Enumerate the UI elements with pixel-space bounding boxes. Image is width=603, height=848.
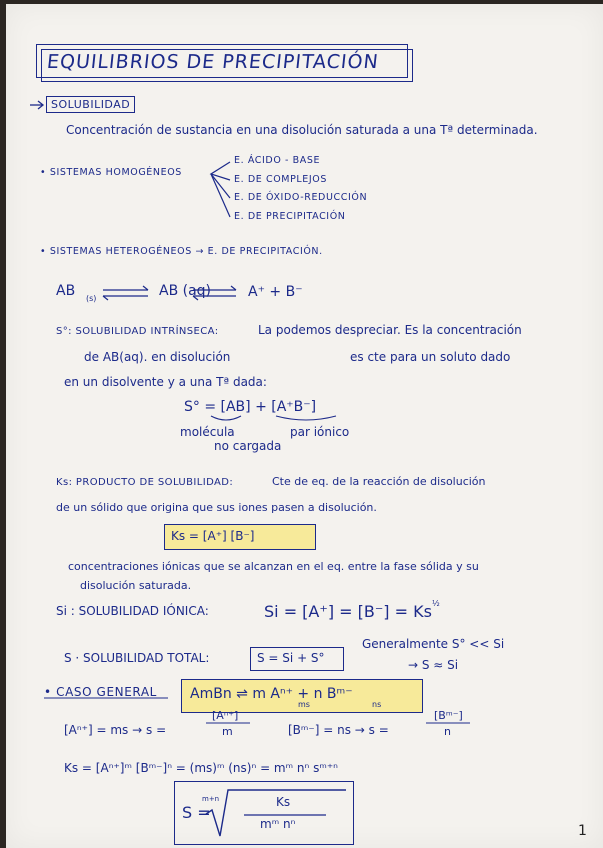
final-numerator: Ks	[276, 795, 291, 809]
ks-lead: Ks: PRODUCTO DE SOLUBILIDAD:	[56, 477, 234, 488]
section-label: SOLUBILIDAD	[46, 96, 135, 113]
homogeneous-label: • SISTEMAS HOMOGÉNEOS	[40, 167, 182, 178]
general-equation: AmBn ⇌ m Aⁿ⁺ + n Bᵐ⁻	[190, 686, 353, 702]
eq-solid: AB	[56, 283, 76, 299]
relation-left-den: m	[222, 725, 233, 738]
general-eq-highlight	[181, 679, 423, 713]
s0-line2b: es cte para un soluto dado	[350, 350, 511, 364]
ks-formula-highlight	[164, 524, 316, 550]
homogeneous-item: E. DE ÓXIDO-REDUCCIÓN	[234, 192, 368, 203]
stotal-formula: S = Si + S°	[257, 651, 325, 665]
ks-line1: Cte de eq. de la reacción de disolución	[272, 475, 486, 488]
final-s: S =	[182, 803, 211, 822]
heterogeneous-line: • SISTEMAS HETEROGÉNEOS → E. DE PRECIPITACIÓN.	[40, 246, 323, 257]
homogeneous-item: E. DE PRECIPITACIÓN	[234, 211, 346, 222]
general-ms: ms	[298, 700, 310, 709]
relation-left-num: [Aⁿ⁺]	[212, 709, 239, 722]
s0-line3: en un disolvente y a una Tª dada:	[64, 375, 267, 389]
stotal-lead: S · SOLUBILIDAD TOTAL:	[64, 651, 210, 665]
ks-line2: de un sólido que origina que sus iones pasen a disolución.	[56, 501, 377, 514]
page-title: EQUILIBRIOS DE PRECIPITACIÓN	[45, 51, 380, 73]
ks-general-formula: Ks = [Aⁿ⁺]ᵐ [Bᵐ⁻]ⁿ = (ms)ᵐ (ns)ⁿ = mᵐ nⁿ sᵐ⁺ⁿ	[64, 761, 338, 775]
final-root-index: m+n	[202, 795, 220, 803]
relation-right-den: n	[444, 725, 451, 738]
ks-line4: disolución saturada.	[80, 579, 192, 592]
general-ns: ns	[372, 700, 382, 709]
notebook-page	[6, 4, 603, 848]
relation-right-num: [Bᵐ⁻]	[434, 709, 463, 722]
final-denominator: mᵐ nⁿ	[260, 817, 296, 831]
stotal-general-note: Generalmente S° << Si	[362, 637, 505, 651]
page-number: 1	[578, 823, 587, 839]
homogeneous-item: E. DE COMPLEJOS	[234, 174, 328, 185]
eq-ions: A⁺ + B⁻	[248, 284, 303, 300]
s0-line2a: de AB(aq). en disolución	[84, 350, 231, 364]
stotal-box	[250, 647, 344, 671]
stotal-approx: → S ≈ Si	[408, 658, 459, 672]
si-exponent: ½	[432, 599, 440, 608]
eq-aqueous: AB (aq)	[159, 283, 212, 299]
title-frame	[36, 44, 408, 78]
s0-molecule-note: molécula	[180, 425, 235, 439]
s0-uncharged-note: no cargada	[214, 439, 282, 453]
si-formula: Si = [A⁺] = [B⁻] = Ks	[264, 602, 432, 621]
s0-line1: La podemos despreciar. Es la concentración	[258, 323, 522, 337]
s0-lead: S°: SOLUBILIDAD INTRÍNSECA:	[56, 326, 219, 337]
definition-text: Concentración de sustancia en una disolución saturada a una Tª determinada.	[66, 123, 538, 137]
eq-solid-phase: (s)	[86, 294, 97, 303]
relation-left: [Aⁿ⁺] = ms → s =	[64, 723, 167, 737]
si-lead: Si : SOLUBILIDAD IÓNICA:	[56, 604, 209, 618]
s0-ionpair-note: par iónico	[290, 425, 350, 439]
ks-formula: Ks = [A⁺] [B⁻]	[171, 529, 255, 543]
s0-formula: S° = [AB] + [A⁺B⁻]	[184, 399, 317, 415]
ks-line3: concentraciones iónicas que se alcanzan en el eq. entre la fase sólida y su	[68, 560, 479, 573]
general-lead: • CASO GENERAL	[44, 685, 157, 699]
relation-right: [Bᵐ⁻] = ns → s =	[288, 723, 389, 737]
homogeneous-item: E. ÁCIDO - BASE	[234, 155, 321, 166]
